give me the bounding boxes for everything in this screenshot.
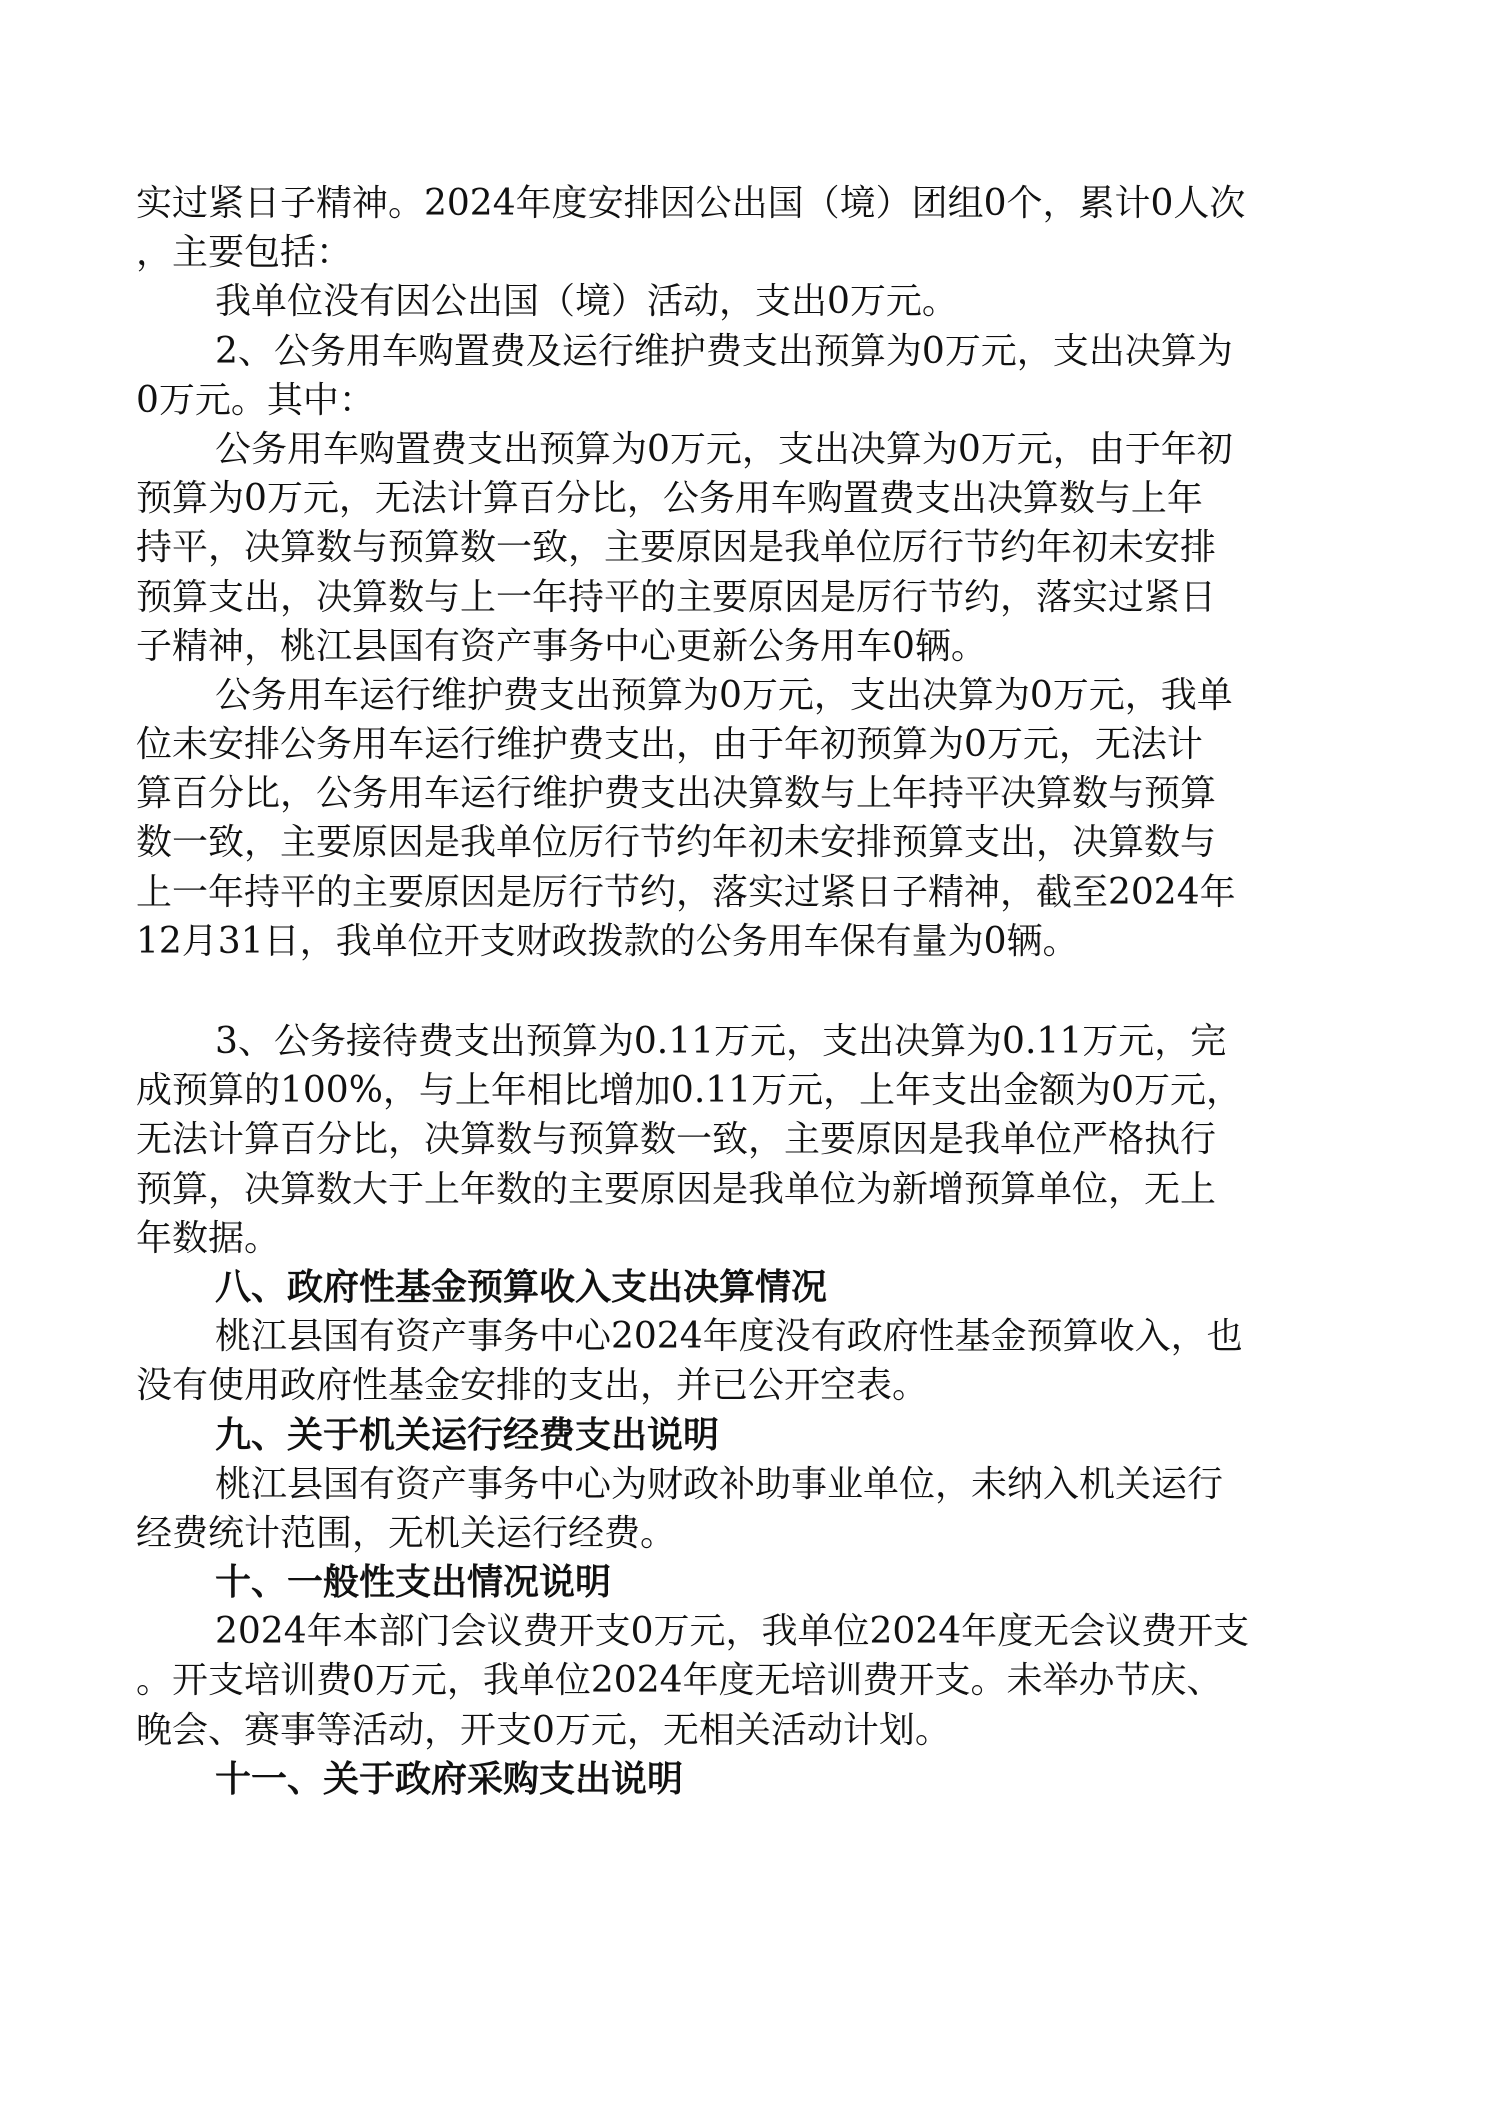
- text-line: 桃江县国有资产事务中心2024年度没有政府性基金预算收入，也: [215, 1316, 1243, 1358]
- paragraph-reception-expense: [136, 1017, 1336, 1263]
- text-line: 预算，决算数大于上年数的主要原因是我单位为新增预算单位，无上: [136, 1168, 1217, 1210]
- text-line: 年数据。: [136, 1217, 281, 1259]
- paragraph-spacer: [136, 966, 1336, 1017]
- text-line: 预算支出，决算数与上一年持平的主要原因是厉行节约，落实过紧日: [136, 576, 1217, 618]
- text-line: 算百分比，公务用车运行维护费支出决算数与上年持平决算数与预算: [136, 773, 1217, 815]
- text-line: 3、公务接待费支出预算为0.11万元，支出决算为0.11万元，完: [215, 1021, 1227, 1062]
- text-line: 2、公务用车购置费及运行维护费支出预算为0万元，支出决算为: [215, 330, 1233, 372]
- section-heading-general-expense: 十、一般性支出情况说明: [215, 1561, 612, 1604]
- text-line: 经费统计范围，无机关运行经费。: [136, 1512, 677, 1554]
- text-line: 公务用车购置费支出预算为0万元，支出决算为0万元，由于年初: [215, 428, 1233, 470]
- text-line: 没有使用政府性基金安排的支出，并已公开空表。: [136, 1365, 929, 1407]
- text-line: 实过紧日子精神。2024年度安排因公出国（境）团组0个，累计0人次: [136, 183, 1246, 224]
- text-line: 成预算的100%，与上年相比增加0.11万元，上年支出金额为0万元，: [136, 1070, 1242, 1112]
- paragraph-official-vehicle-summary: [136, 327, 1336, 425]
- text-line: ，主要包括：: [136, 232, 353, 274]
- text-line: 0万元。其中：: [136, 379, 375, 421]
- text-line: 2024年本部门会议费开支0万元，我单位2024年度无会议费开支: [215, 1611, 1250, 1653]
- text-line: 。开支培训费0万元，我单位2024年度无培训费开支。未举办节庆、: [136, 1660, 1223, 1702]
- text-line: 12月31日，我单位开支财政拨款的公务用车保有量为0辆。: [136, 920, 1079, 962]
- paragraph-no-overseas-activity: [136, 277, 1336, 326]
- paragraph-overseas-travel-continued: [136, 179, 1336, 277]
- document-body: [136, 179, 1336, 1804]
- paragraph-government-fund: [136, 1312, 1336, 1410]
- section-heading-operating-expense: 九、关于机关运行经费支出说明: [215, 1413, 720, 1456]
- text-line: 公务用车运行维护费支出预算为0万元，支出决算为0万元，我单: [215, 674, 1233, 716]
- text-line: 无法计算百分比，决算数与预算数一致，主要原因是我单位严格执行: [136, 1119, 1217, 1161]
- text-line: 持平，决算数与预算数一致，主要原因是我单位厉行节约年初未安排: [136, 527, 1217, 569]
- text-line: 位未安排公务用车运行维护费支出，由于年初预算为0万元，无法计: [136, 724, 1203, 766]
- section-heading-government-procurement: 十一、关于政府采购支出说明: [215, 1757, 684, 1800]
- paragraph-general-expense: [136, 1607, 1336, 1755]
- text-line: 子精神，桃江县国有资产事务中心更新公务用车0辆。: [136, 625, 987, 667]
- text-line: 桃江县国有资产事务中心为财政补助事业单位，未纳入机关运行: [215, 1463, 1224, 1505]
- paragraph-operating-expense: [136, 1460, 1336, 1558]
- text-line: 我单位没有因公出国（境）活动，支出0万元。: [215, 281, 958, 323]
- text-line: 数一致，主要原因是我单位厉行节约年初未安排预算支出，决算数与: [136, 822, 1217, 864]
- paragraph-vehicle-purchase: [136, 425, 1336, 671]
- text-line: 预算为0万元，无法计算百分比，公务用车购置费支出决算数与上年: [136, 478, 1203, 520]
- section-heading-government-fund: 八、政府性基金预算收入支出决算情况: [215, 1265, 828, 1308]
- paragraph-vehicle-maintenance: [136, 671, 1336, 966]
- text-line: 晚会、赛事等活动，开支0万元，无相关活动计划。: [136, 1709, 951, 1751]
- text-line: 上一年持平的主要原因是厉行节约，落实过紧日子精神，截至2024年: [136, 871, 1236, 913]
